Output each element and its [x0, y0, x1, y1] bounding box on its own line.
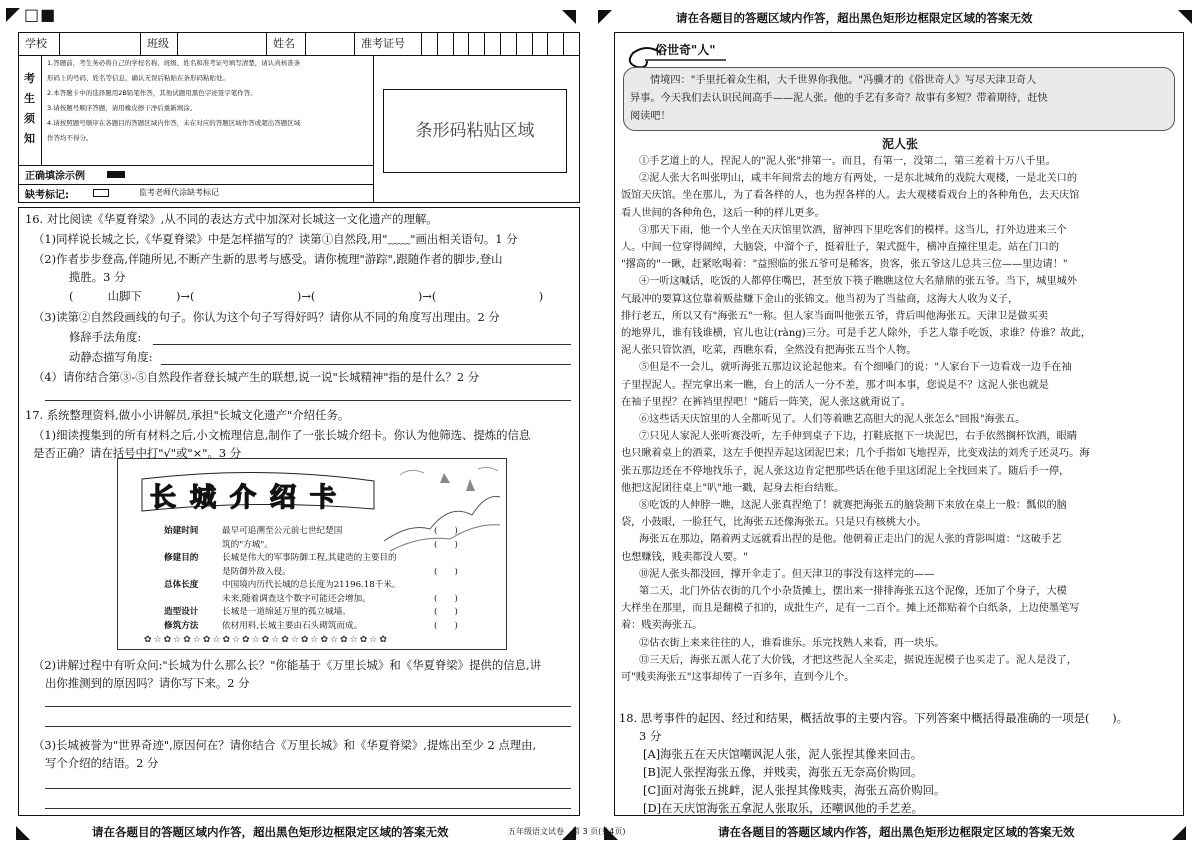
story-line: 袋，小鼓眼，一脸狂气，比海张五还像海张五。只是只有核桃大小。: [621, 517, 927, 529]
barcode-area: [383, 89, 567, 173]
class-field[interactable]: [177, 33, 267, 55]
corner-mark: [598, 10, 612, 24]
story-line: 气最冲的要算这位靠着贩盐赚下金山的张锦文。他当初为了当盐商，这海大人收为义子，: [621, 293, 1019, 305]
q16-stem: 16. 对比阅读《华夏脊梁》,从不同的表达方式中加深对长城这一文化遗产的理解。: [25, 212, 438, 226]
story-line: ⑧吃饭的人伸脖一瞧，这泥人张真捏绝了！就赛把海张五的脑袋割下来放在桌上一般：瓢似的脑: [639, 500, 1067, 511]
corner-mark: [1172, 826, 1186, 840]
notice-line: 2.本答题卡中的选择题用2B铅笔作答，其他试题用黑色字迹签字笔作答。: [47, 89, 257, 97]
q16-part4-answer[interactable]: [45, 400, 571, 401]
story-line: ①手艺道上的人，捏泥人的"泥人张"排第一。而且，有第一，没第二，第三差着十万八千里。: [639, 156, 1056, 167]
q17-part2-answer[interactable]: [45, 706, 571, 707]
q17-part2a: （2)讲解过程中有听众问:"长城为什么那么长？"你能基于《万里长城》和《华夏脊梁》提供的信息,讲: [33, 658, 542, 672]
q17-part1a: （1)细读搜集到的所有材料之后,小文梳理信息,制作了一张长城介绍卡。你认为他筛选、提炼的信息: [33, 428, 531, 442]
card-row: [164, 539, 494, 552]
story-line: 看人世间的各种角色，这后一种的样儿更多。: [621, 207, 825, 219]
exam-no-cell[interactable]: [421, 33, 437, 55]
card-row-judgement[interactable]: ( ): [434, 607, 458, 617]
great-wall-card: [117, 458, 507, 650]
story-line: 大样坐在那里，而且是翻模子扣的，成批生产，足有一二百个。摊上还都贴着个白纸条，上边使墨笔写: [621, 603, 1080, 615]
story-line: ⑩泥人张头都没回，撑开伞走了。但天津卫的事没有这样完的——: [639, 568, 935, 580]
story-line: ⑥这些话天庆馆里的人全都听见了。人们等着瞧艺高胆大的泥人张怎么"回报"海张五。: [639, 414, 1026, 425]
notice-line: 1.答题前，考生务必将自己的学校名称、班级、姓名和准考证号填写清楚，请认真核准条: [47, 59, 301, 67]
fill-example-mark: [107, 171, 125, 178]
exam-no-cell[interactable]: [532, 33, 548, 55]
class-label: 班级: [147, 37, 169, 50]
name-field[interactable]: [305, 33, 355, 55]
card-title-text: 长城介绍卡: [150, 483, 351, 513]
page-footer: 五年级语文试卷 第 3 页(共4页): [508, 827, 626, 836]
q18-option-c[interactable]: [C]面对海张五挑衅，泥人张捏其像贱卖，海张五高价购回。: [643, 783, 946, 797]
card-row-text: 长城是一道绵延万里的孤立城墙。: [222, 607, 351, 617]
card-row-judgement[interactable]: ( ): [434, 539, 458, 550]
intro-bubble: [623, 67, 1175, 131]
notice-title: 考生须知: [24, 72, 35, 145]
corner-mark: [1178, 10, 1192, 24]
corner-mark: [6, 8, 20, 22]
exam-no-label: 准考证号: [361, 37, 405, 50]
q18-option-a[interactable]: [A]海张五在天庆馆嘲讽泥人张，泥人张捏其像来回击。: [643, 747, 923, 761]
q16-motion-answer[interactable]: [161, 364, 571, 365]
story-line: 可"贱卖海张五"这事却传了一百多年，直到今儿个。: [621, 672, 855, 683]
q17-stem: 17. 系统整理资料,做小小讲解员,承担"长城文化遗产"介绍任务。: [25, 408, 350, 422]
story-line: 饭馆天庆馆。坐在那儿，为了看各样的人，也为捏各样的人。去大观楼看戏台上的各种角色，去天庆馆: [621, 190, 1080, 202]
card-row: [164, 579, 494, 592]
fill-example-row: [19, 165, 373, 185]
card-row-label: 修建目的: [164, 553, 199, 563]
card-row-judgement[interactable]: ( ): [434, 526, 458, 536]
card-row-text: 依材用料,长城主要由石头砌筑而成。: [222, 620, 363, 631]
q16-part3a: （3)读第②自然段画线的句子。你认为这个句子写得好吗？请你从不同的角度写出理由。2 分: [33, 310, 500, 324]
right-bottom-banner: 请在各题目的答题区域内作答，超出黑色矩形边框限定区域的答案无效: [718, 825, 1075, 839]
story-line: 泥人张只管饮酒，吃菜，西瞧东看，全然没有把海张五当个人物。: [621, 345, 917, 357]
exam-no-cell[interactable]: [484, 33, 500, 55]
corner-mark: [562, 10, 576, 24]
notice-line: 作答均不得分。: [47, 134, 93, 142]
answer-region-left: [18, 207, 580, 816]
q16-rhetoric-label: 修辞手法角度:: [69, 330, 142, 344]
story-line: 海张五在那边，隔着两丈远就看出捏的是他。他朝着正走出门的泥人张的背影叫道："这破手艺: [639, 534, 1062, 546]
exam-no-cell[interactable]: [500, 33, 516, 55]
story-line: 人。中间一位穿得阔绰，大脑袋，中溜个子，挺着肚子，架式挺牛，横冲直撞往里走。站在门口的: [621, 242, 1060, 253]
notice-list: [47, 59, 367, 143]
notice-line: 形码上的号码、姓名等信息，确认无误后粘贴在条形码粘贴处。: [47, 74, 229, 82]
card-row-text: 最早可追溯至公元前七世纪楚国: [222, 526, 343, 536]
story-line: ②泥人张大名叫张明山，咸丰年间常去的地方有两处，一是东北城角的戏院大观楼，一是北关口的: [639, 173, 1078, 185]
story-line: ⑫估衣街上来来往往的人，谁看谁乐。乐完找熟人来看，再一块乐。: [639, 637, 945, 649]
barcode-label: 条形码粘贴区域: [415, 121, 535, 141]
info-row: [19, 33, 579, 56]
story-line: 他把这泥团往桌上"叭"地一戳，起身去柜台结账。: [621, 482, 845, 494]
answer-region-right: [614, 32, 1184, 816]
card-row: [164, 593, 494, 606]
story-line: ⑬三天后，海张五派人花了大价钱，才把这些泥人全买走，据说连泥模子也买走了。泥人是没了，: [639, 654, 1078, 666]
exam-no-cell[interactable]: [516, 33, 532, 55]
story-line: 张五那边还在不停地找乐子，泥人张这边肯定把那些话在他手里这团泥上全找回来了。随后手一停，: [621, 465, 1070, 477]
q18-score: 3 分: [639, 729, 662, 743]
q17-part3-answer[interactable]: [45, 808, 571, 809]
school-label: 学校: [25, 37, 47, 50]
top-squares: □■: [24, 5, 57, 24]
story-line: ④一听这喊话，吃饭的人都停住嘴巴，甚至放下筷子瞧瞧这位大名鼎鼎的张五爷。当下，城里城外: [639, 276, 1078, 288]
card-row-text: 筑的"方城"。: [222, 539, 273, 550]
card-row: [164, 566, 494, 579]
q18-option-d[interactable]: [D]在天庆馆海张五拿泥人张取乐，还嘲讽他的手艺差。: [643, 801, 924, 815]
exam-no-cell[interactable]: [437, 33, 453, 55]
intro-line: 异事。今天我们去认识民间高手——泥人张。他的手艺有多奇？故事有多短？带着期待，赶快: [630, 93, 1048, 104]
q17-part1b: 是否正确？请在括号中打"√"或"×"。3 分: [33, 446, 242, 460]
student-info-header: [18, 32, 580, 203]
card-row-label: 总体长度: [164, 580, 199, 590]
q16-part4: （4）请你结合第③-⑤自然段作者登长城产生的联想,说一说"长城精神"指的是什么？2 分: [33, 370, 480, 384]
q16-part2b: 揽胜。3 分: [69, 270, 126, 284]
story-line: 在袖子里捏？在裤裆里捏吧！"随后一阵笑，泥人张这就甭说了。: [621, 396, 911, 408]
intro-line: 情境四："手里托着众生相，大千世界你我他。"冯骥才的《俗世奇人》写尽天津卫奇人: [650, 75, 1037, 86]
exam-no-cells[interactable]: [421, 33, 579, 55]
q17-part3-answer[interactable]: [45, 788, 571, 789]
q16-motion-label: 动静态描写角度:: [69, 350, 153, 364]
card-row-text: 长城是伟大的军事防御工程,其建造的主要目的: [222, 553, 397, 563]
q18-option-b[interactable]: [B]泥人张捏海张五像，并贱卖，海张五无奈高价购回。: [643, 765, 923, 779]
exam-no-cell[interactable]: [547, 33, 563, 55]
q17-part3b: 写个介绍的结语。2 分: [45, 756, 159, 770]
absent-label: 缺考标记:: [25, 190, 69, 201]
absent-row: [19, 183, 373, 203]
card-row-judgement[interactable]: ( ): [434, 593, 458, 604]
q16-part1: （1)同样说长城之长,《华夏脊梁》中是怎样描写的？读第①自然段,用"﹏﹏"画出相关语句。1 分: [33, 232, 518, 246]
intro-line: 阅读吧！: [630, 111, 671, 122]
q16-part2a: （2)作者步步登高,伴随所见,不断产生新的思考与感受。请你梳理"游踪",跟随作者的脚步,登山: [33, 252, 503, 266]
notice-title-cell: [19, 55, 42, 165]
story-line: "撂高的"一瞅，赶紧吆喝着："益照临的张五爷可是稀客，贵客，张五爷这儿总共三位——里边请！": [621, 259, 1068, 271]
corner-mark: [16, 826, 30, 840]
q17-part3a: （3)长城被誉为"世界奇迹",原因何在？请你结合《万里长城》和《华夏脊梁》,提炼出至少 2 点理由,: [33, 738, 537, 752]
story-line: ⑤但是不一会儿，就听海张五那边议论起他来。有个细嗓门的说："人家台下一边看戏一边手在袖: [639, 362, 1072, 374]
exam-no-cell[interactable]: [563, 33, 579, 55]
story-line: 子里捏泥人。捏完拿出来一瞧，台上的活人一分不差，那才叫本事，您说是不？这泥人张也就是: [621, 379, 1049, 391]
story-line: 排行老五，所以又有"海张五"一称。但人家当面叫他张五爷，背后叫他海张五。天津卫是做买卖: [621, 310, 1049, 322]
name-label: 姓名: [273, 37, 295, 50]
notice-line: 3.请按题号顺序答题，请用橡皮擦干净后重新填涂。: [47, 104, 197, 112]
card-border-stars: ✿☆✿☆✿☆✿☆✿☆✿☆✿☆✿☆✿☆✿☆✿☆✿☆✿: [144, 635, 389, 645]
notice-divider: [373, 55, 374, 203]
story-line: 也想赚钱，贱卖都没人要。": [621, 551, 748, 563]
story-line: 也只瞅着桌上的酒菜，这左手便捏弄起这团泥巴来；几个手指如飞地捏弄，比变戏法的刘秃子还灵巧。海: [621, 448, 1090, 460]
notice-line: 4.请按照题号顺序在各题目的答题区域内作答，未在对应的答题区域作答或超出答题区域: [47, 119, 301, 127]
exam-no-cell[interactable]: [453, 33, 469, 55]
story-title: 泥人张: [881, 137, 918, 151]
absent-checkbox[interactable]: [93, 189, 109, 197]
card-row-judgement[interactable]: ( ): [434, 620, 458, 631]
card-row-text: 是防御外敌入侵。: [222, 566, 291, 577]
card-row: [164, 620, 494, 633]
story-line: ⑦只见人家泥人张听赛没听，左手伸到桌子下边，打鞋底抠下一块泥巴，右手依然搁杯饮酒，眼睛: [639, 431, 1078, 443]
bubble-title: 俗世奇"人": [645, 41, 726, 61]
q17-part2-answer[interactable]: [45, 726, 571, 727]
right-top-banner: 请在各题目的答题区域内作答，超出黑色矩形边框限定区域的答案无效: [676, 11, 1033, 25]
story-line: ③那天下雨，他一个人坐在天庆馆里饮酒，留神四下里吃客们的模样。这当儿，打外边进来三个: [639, 224, 1067, 236]
card-row-text: 中国境内历代长城的总长度为21196.18千米。: [222, 580, 401, 590]
absent-note: 监考老师代涂缺考标记: [139, 188, 219, 197]
card-row-label: 修筑方法: [164, 620, 199, 631]
story-line: 着：贱卖海张五。: [621, 620, 703, 632]
story-line: 第二天，北门外估衣街的几个小杂货摊上，摆出来一排排海张五这个泥像，还加了个身子，大模: [639, 586, 1067, 597]
card-row-text: 未来,随着调查这个数字可能还会增加。: [222, 593, 371, 604]
left-bottom-banner: 请在各题目的答题区域内作答，超出黑色矩形边框限定区域的答案无效: [92, 825, 449, 839]
card-row: [164, 552, 494, 565]
exam-no-cell[interactable]: [468, 33, 484, 55]
q16-route[interactable]: ( 山脚下 )→( )→( )→( ): [69, 289, 544, 303]
card-row: [164, 606, 494, 619]
fill-example-label: 正确填涂示例: [25, 171, 85, 182]
card-row-label: 造型设计: [164, 607, 199, 617]
school-field[interactable]: [59, 33, 141, 55]
card-title: [138, 469, 378, 515]
card-row: [164, 525, 494, 538]
card-row-label: 始建时间: [164, 526, 199, 536]
q16-rhetoric-answer[interactable]: [153, 344, 571, 345]
q17-part2b: 出你推测到的原因吗？请你写下来。2 分: [45, 676, 250, 690]
story-line: 的地界儿，谁有钱谁横，官儿也让(ràng)三分。可是手艺人除外，手艺人靠手吃饭，求谁？侍谁？故此，: [621, 328, 1092, 339]
q18-stem: 18. 思考事件的起因、经过和结果，概括故事的主要内容。下列答案中概括得最准确的一项是( )。: [619, 711, 1129, 725]
card-row-judgement[interactable]: ( ): [434, 566, 458, 577]
